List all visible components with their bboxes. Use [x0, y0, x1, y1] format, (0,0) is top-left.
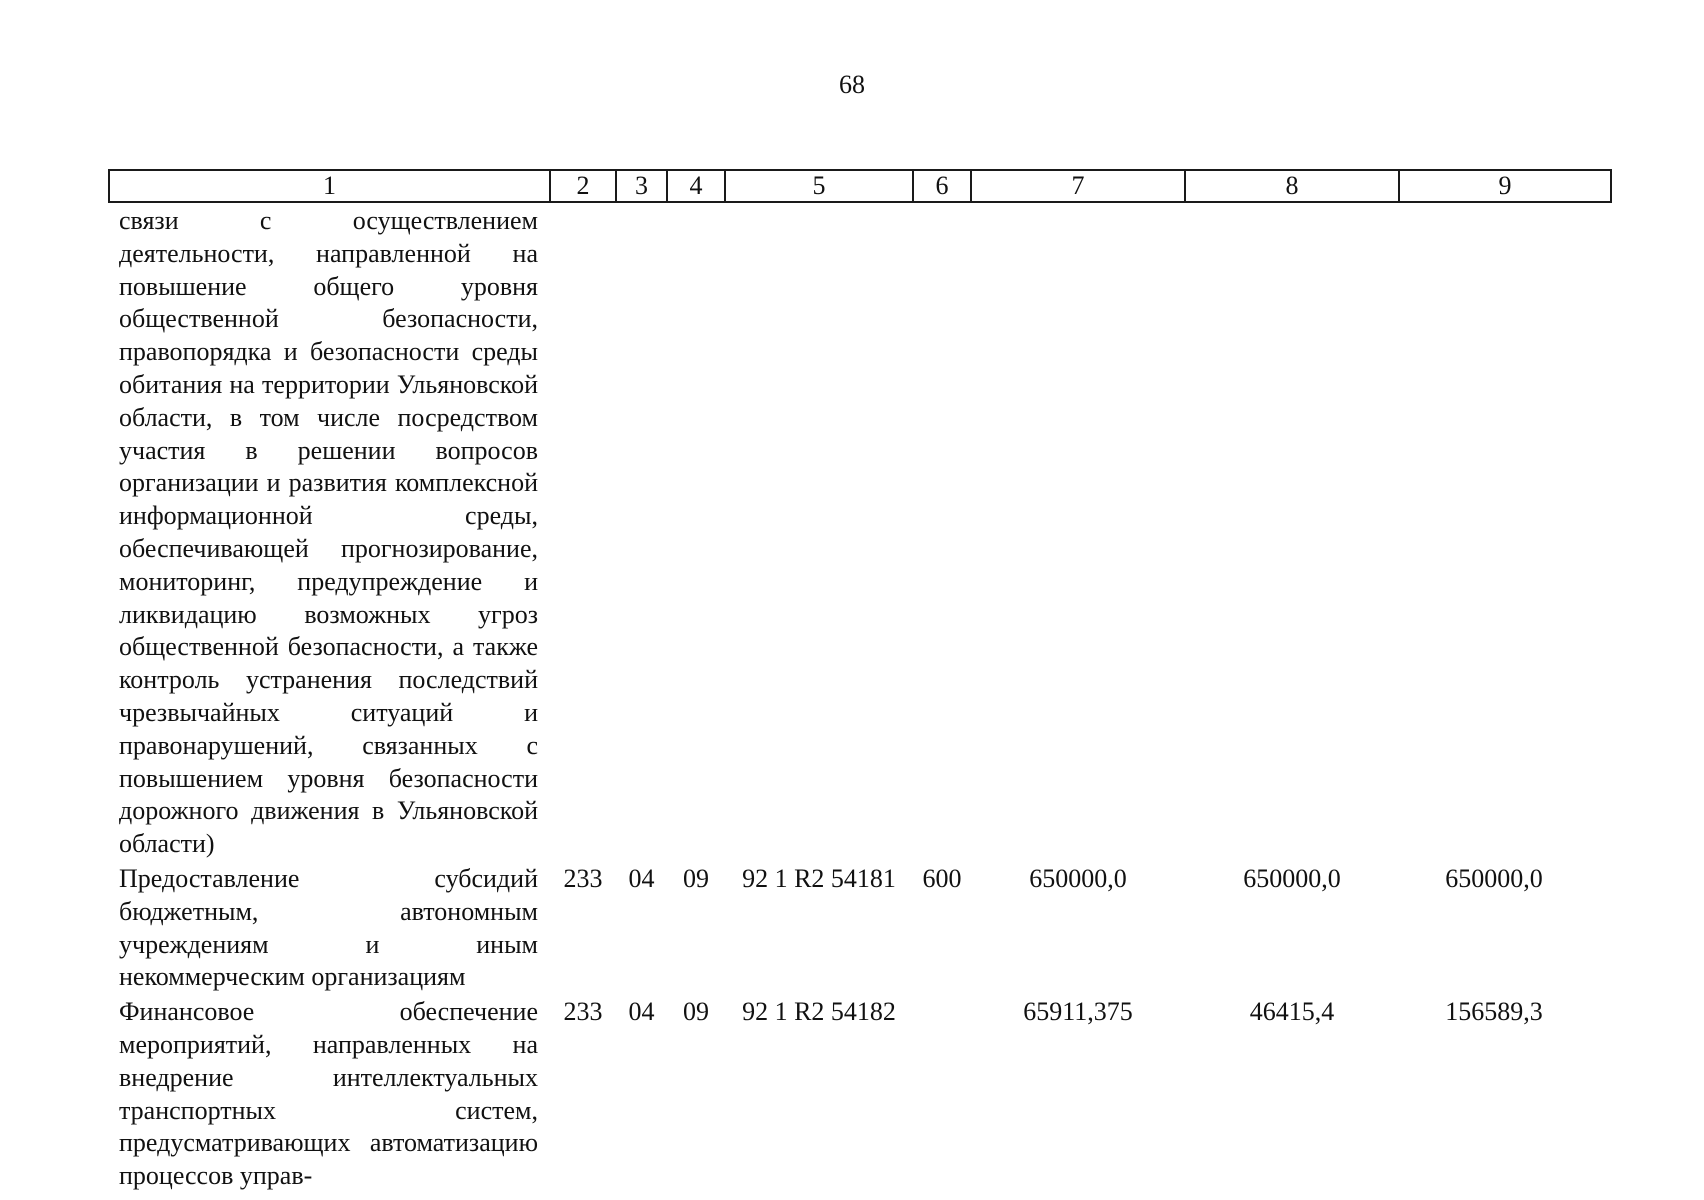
- table-row: [109, 861, 1611, 994]
- cell-col-4: 09: [683, 863, 709, 893]
- column-header-3: 3: [616, 170, 667, 202]
- cell-col-2: 233: [563, 997, 603, 1027]
- cell-col-7: 65911,375: [1023, 997, 1133, 1027]
- row-description: связи с осуществлением деятельности, направленной на повышение общего уровня общественной безопасности, правопорядка и безопасности среды обитания на территории Ульяновской области, в том числе посредством участия в решении вопросов организации и развития комплексной информационной среды, обеспечивающей прогнозирование, мониторинг, предупреждение и ликвидацию возможных угроз общественной безопасности, а также контроль устранения последствий чрезвычайных ситуаций и правонарушений, связанных с повышением уровня безопасности дорожного движения в Ульяновской области): [119, 206, 538, 859]
- cell-col-9: [1399, 202, 1611, 861]
- column-header-1: 1: [109, 170, 550, 202]
- column-header-7: 7: [971, 170, 1185, 202]
- table-row: [109, 202, 1611, 861]
- cell-col-3: 04: [628, 997, 655, 1027]
- cell-col-2: 233: [563, 863, 603, 893]
- row-description: Предоставление субсидий бюджетным, автономным учреждениям и иным некоммерческим организациям: [119, 863, 538, 992]
- page-number: 68: [839, 70, 865, 99]
- column-header-2: 2: [550, 170, 616, 202]
- cell-col-6: [913, 994, 971, 1193]
- cell-col-4: 09: [683, 997, 709, 1027]
- cell-col-7: [971, 202, 1185, 861]
- cell-col-5: 92 1 R2 54182: [742, 997, 896, 1027]
- column-header-9: 9: [1399, 170, 1611, 202]
- cell-col-9: 650000,0: [1445, 863, 1543, 893]
- cell-col-3: 04: [628, 863, 655, 893]
- cell-col-4: [667, 202, 725, 861]
- cell-col-8: 46415,4: [1249, 997, 1335, 1027]
- cell-col-8: 650000,0: [1243, 863, 1341, 893]
- table-row: [109, 994, 1611, 1193]
- column-header-5: 5: [725, 170, 913, 202]
- cell-col-7: 650000,0: [1029, 863, 1127, 893]
- cell-col-8: [1185, 202, 1399, 861]
- budget-table: [108, 169, 1612, 1193]
- cell-col-5: 92 1 R2 54181: [742, 863, 896, 893]
- cell-col-9: 156589,3: [1445, 997, 1543, 1027]
- row-description: Финансовое обеспечение мероприятий, направленных на внедрение интеллектуальных транспортных систем, предусматривающих автоматизацию процессов управ-: [119, 997, 538, 1191]
- cell-col-3: [616, 202, 667, 861]
- table-body: [109, 202, 1611, 1193]
- cell-col-5: [725, 202, 913, 861]
- column-header-6: 6: [913, 170, 971, 202]
- column-header-4: 4: [667, 170, 725, 202]
- header-row: [109, 170, 1611, 202]
- cell-col-6: [913, 202, 971, 861]
- cell-col-2: [550, 202, 616, 861]
- column-header-8: 8: [1185, 170, 1399, 202]
- table-header: [109, 170, 1611, 202]
- cell-col-6: 600: [922, 863, 962, 893]
